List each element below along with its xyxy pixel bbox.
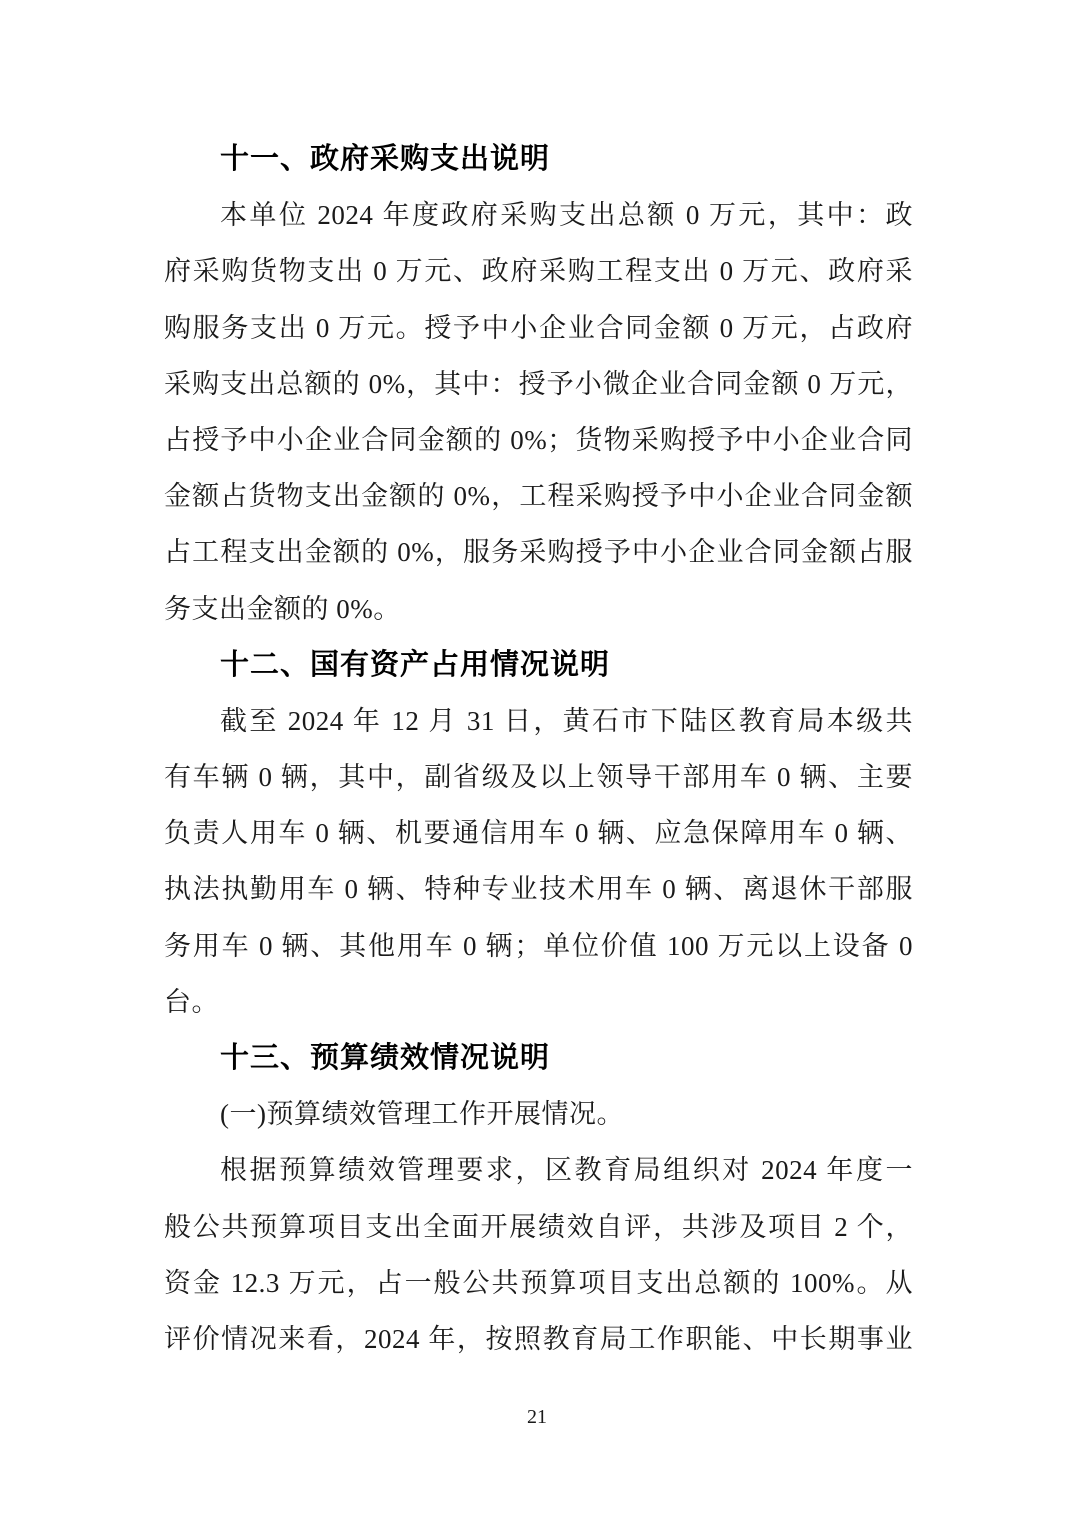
text-line: 金额占货物支出金额的 0%，工程采购授予中小企业合同金额 [164,481,913,512]
section-heading: 十三、预算绩效情况说明 [220,1042,551,1074]
text-line: 般公共预算项目支出全面开展绩效自评，共涉及项目 2 个， [164,1211,913,1242]
text-line: 占工程支出金额的 0%，服务采购授予中小企业合同金额占服 [164,537,913,568]
text-line: 根据预算绩效管理要求，区教育局组织对 2024 年度一 [220,1155,913,1186]
text-line: 采购支出总额的 0%，其中：授予小微企业合同金额 0 万元， [164,368,913,399]
section-heading: 十二、国有资产占用情况说明 [220,648,611,681]
text-line: 负责人用车 0 辆、机要通信用车 0 辆、应急保障用车 0 辆、 [164,818,913,849]
text-line: 截至 2024 年 12 月 31 日，黄石市下陆区教育局本级共 [220,705,913,736]
text-line: 评价情况来看，2024 年，按照教育局工作职能、中长期事业 [164,1323,913,1354]
text-line: 购服务支出 0 万元。授予中小企业合同金额 0 万元，占政府 [164,312,913,343]
text-line: 台。 [164,986,219,1017]
section-heading: 十一、政府采购支出说明 [220,143,551,175]
page-number: 21 [527,1406,547,1428]
text-line: 占授予中小企业合同金额的 0%；货物采购授予中小企业合同 [164,424,913,455]
text-line: 府采购货物支出 0 万元、政府采购工程支出 0 万元、政府采 [164,256,913,287]
text-line: 资金 12.3 万元，占一般公共预算项目支出总额的 100%。从 [164,1267,913,1298]
text-line: 务用车 0 辆、其他用车 0 辆；单位价值 100 万元以上设备 0 [164,930,913,961]
text-line: 执法执勤用车 0 辆、特种专业技术用车 0 辆、离退休干部服 [164,874,913,905]
text-line: (一)预算绩效管理工作开展情况。 [220,1099,624,1130]
text-line: 有车辆 0 辆，其中，副省级及以上领导干部用车 0 辆、主要 [164,762,913,793]
text-line: 本单位 2024 年度政府采购支出总额 0 万元，其中：政 [220,200,913,231]
text-line: 务支出金额的 0%。 [164,593,401,624]
document-text-block [164,131,913,1367]
